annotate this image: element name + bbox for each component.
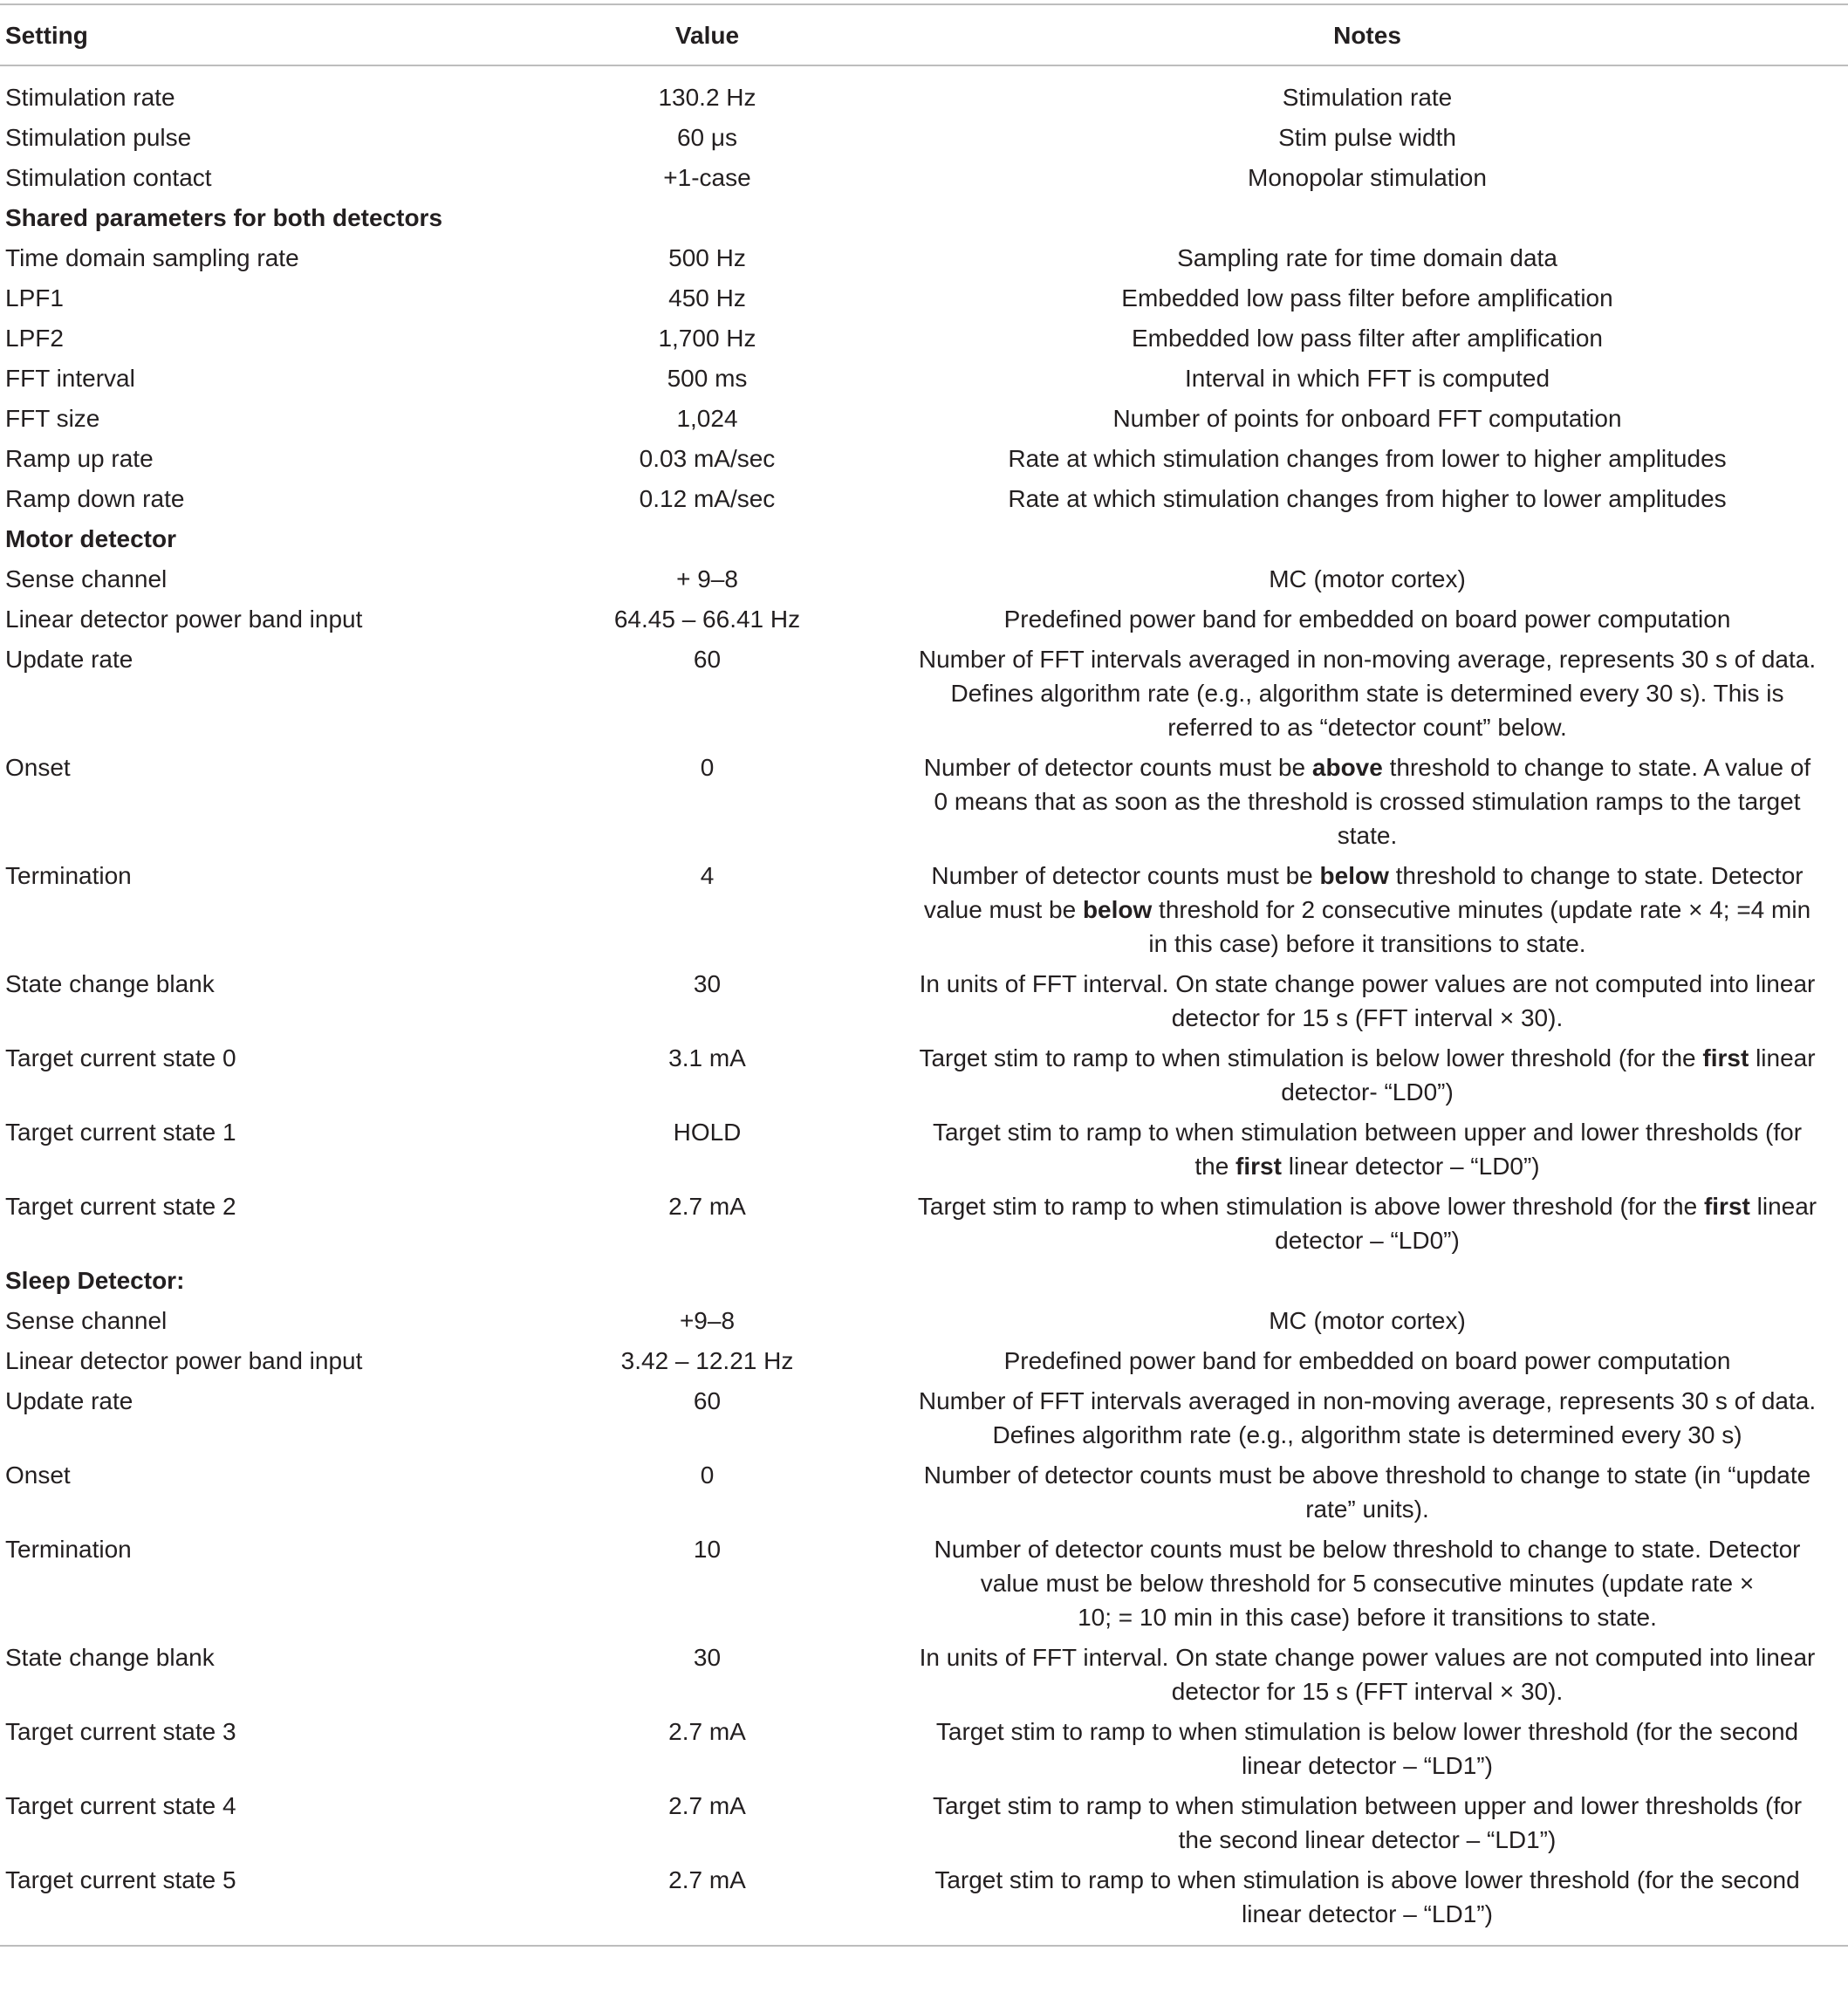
value-cell: 60 — [693, 1387, 722, 1414]
value-cell: 1,700 Hz — [658, 325, 756, 352]
settings-table — [0, 3, 1848, 1947]
table-row — [0, 639, 1848, 747]
notes-cell: In units of FFT interval. On state change power values are not computed into linear detector for 15 s (FFT interval × 30). — [919, 1644, 1816, 1705]
setting-cell: Onset — [5, 754, 71, 781]
notes-cell: Target stim to ramp to when stimulation between upper and lower thresholds (for the first linear detector – “LD0”) — [932, 1119, 1803, 1180]
emphasis-text: first — [1702, 1044, 1749, 1071]
value-cell: 0 — [700, 754, 715, 781]
notes-cell: Rate at which stimulation changes from lower to higher amplitudes — [1008, 445, 1727, 472]
value-cell: +9–8 — [679, 1307, 736, 1334]
table-row — [0, 1300, 1848, 1340]
notes-cell: Stim pulse width — [1278, 124, 1456, 151]
value-cell: 4 — [700, 862, 715, 889]
notes-cell: Stimulation rate — [1282, 84, 1453, 111]
value-cell: +1-case — [663, 164, 751, 191]
value-cell: 2.7 mA — [528, 1859, 886, 1946]
notes-cell: Embedded low pass filter after amplification — [1131, 325, 1604, 352]
table-row — [0, 963, 1848, 1037]
value-cell: 2.7 mA — [668, 1792, 746, 1819]
column-header-value: Value — [528, 4, 886, 65]
setting-cell: Stimulation pulse — [5, 124, 192, 151]
table-row — [0, 1380, 1848, 1455]
column-header-notes: Notes — [886, 4, 1848, 65]
setting-cell: Stimulation contact — [5, 164, 212, 191]
setting-cell: Linear detector power band input — [5, 606, 363, 633]
section-header-row — [0, 518, 1848, 558]
table-row — [0, 599, 1848, 639]
notes-cell: Number of points for onboard FFT computation — [1112, 405, 1622, 432]
notes-cell: Monopolar stimulation — [1248, 164, 1487, 191]
value-cell: 2.7 mA — [668, 1718, 746, 1745]
table-row — [0, 1785, 1848, 1859]
table-row — [0, 438, 1848, 478]
notes-cell: Number of detector counts must be below threshold to change to state. Detector value must be below threshold for 2 consecutive minutes (update rate × 4; =4 min in this case) before it transitions to state. — [923, 862, 1811, 957]
value-cell: 60 — [693, 646, 722, 673]
value-cell: 60 μs — [676, 124, 738, 151]
table-row — [0, 117, 1848, 157]
value-cell: 10 — [693, 1536, 722, 1563]
value-cell: HOLD — [673, 1119, 742, 1146]
table-row — [0, 1186, 1848, 1260]
table-row — [0, 157, 1848, 197]
value-cell: 3.1 mA — [668, 1044, 746, 1071]
header-row — [0, 4, 1848, 65]
notes-cell: Sampling rate for time domain data — [1177, 244, 1557, 271]
value-cell: 30 — [693, 970, 722, 997]
table-row — [0, 1859, 1848, 1946]
setting-cell: Target current state 5 — [0, 1859, 528, 1946]
table-row — [0, 237, 1848, 277]
emphasis-text: below — [1082, 896, 1153, 923]
value-cell: 130.2 Hz — [658, 84, 756, 111]
value-cell: 0 — [700, 1461, 715, 1489]
notes-cell: Number of FFT intervals averaged in non-moving average, represents 30 s of data. Defines algorithm rate (e.g., algorithm state is determined every 30 s). This is referred to as “detector count” below. — [918, 646, 1817, 741]
setting-cell: LPF2 — [5, 325, 64, 352]
setting-cell: Onset — [5, 1461, 71, 1489]
table-row — [0, 1529, 1848, 1637]
table-header — [0, 4, 1848, 65]
notes-cell: Target stim to ramp to when stimulation is above lower threshold (for the first linear detector – “LD0”) — [917, 1193, 1817, 1254]
table-row — [0, 1112, 1848, 1186]
value-cell: 500 ms — [667, 365, 748, 392]
notes-cell: MC (motor cortex) — [1269, 565, 1466, 592]
table-row — [0, 1455, 1848, 1529]
setting-cell: Termination — [5, 862, 132, 889]
section-heading: Motor detector — [5, 525, 176, 552]
table-row — [0, 1637, 1848, 1711]
notes-cell: Number of detector counts must be above threshold to change to state (in “update rate” units). — [923, 1461, 1811, 1523]
notes-cell: Interval in which FFT is computed — [1184, 365, 1550, 392]
setting-cell: State change blank — [5, 1644, 215, 1671]
setting-cell: Time domain sampling rate — [5, 244, 299, 271]
table-row — [0, 1711, 1848, 1785]
emphasis-text: first — [1235, 1153, 1282, 1180]
value-cell: + 9–8 — [676, 565, 738, 592]
section-header-row — [0, 197, 1848, 237]
value-cell: 0.03 mA/sec — [639, 445, 776, 472]
value-cell: 500 Hz — [668, 244, 746, 271]
setting-cell: Linear detector power band input — [5, 1347, 363, 1374]
value-cell: 30 — [693, 1644, 722, 1671]
notes-cell: In units of FFT interval. On state change power values are not computed into linear detector for 15 s (FFT interval × 30). — [919, 970, 1816, 1031]
notes-cell: Target stim to ramp to when stimulation is above lower threshold (for the second linear detector – “LD1”) — [886, 1859, 1848, 1946]
table-row — [0, 277, 1848, 318]
emphasis-text: below — [1319, 862, 1389, 889]
setting-cell: Sense channel — [5, 565, 168, 592]
setting-cell: Target current state 3 — [5, 1718, 236, 1745]
setting-cell: Sense channel — [5, 1307, 168, 1334]
emphasis-text: above — [1311, 754, 1383, 781]
notes-cell: MC (motor cortex) — [1269, 1307, 1466, 1334]
table-row — [0, 318, 1848, 358]
notes-cell: Number of FFT intervals averaged in non-moving average, represents 30 s of data. Defines algorithm rate (e.g., algorithm state is determined every 30 s) — [918, 1387, 1817, 1448]
notes-cell: Predefined power band for embedded on board power computation — [1003, 606, 1731, 633]
section-heading: Sleep Detector: — [5, 1267, 185, 1294]
notes-cell: Number of detector counts must be above threshold to change to state. A value of 0 means that as soon as the threshold is crossed stimulation ramps to the target state. — [923, 754, 1811, 849]
value-cell: 3.42 – 12.21 Hz — [620, 1347, 794, 1374]
setting-cell: Ramp down rate — [5, 485, 185, 512]
section-heading: Shared parameters for both detectors — [5, 204, 443, 231]
setting-cell: Termination — [5, 1536, 132, 1563]
setting-cell: Ramp up rate — [5, 445, 154, 472]
setting-cell: Target current state 1 — [5, 1119, 236, 1146]
setting-cell: Target current state 4 — [5, 1792, 236, 1819]
value-cell: 450 Hz — [668, 284, 746, 311]
notes-cell: Rate at which stimulation changes from higher to lower amplitudes — [1008, 485, 1727, 512]
setting-cell: Stimulation rate — [5, 84, 175, 111]
value-cell: 2.7 mA — [668, 1193, 746, 1220]
notes-cell: Predefined power band for embedded on board power computation — [1003, 1347, 1731, 1374]
notes-cell: Target stim to ramp to when stimulation is below lower threshold (for the first linear detector- “LD0”) — [919, 1044, 1816, 1106]
table-row — [0, 1037, 1848, 1112]
table-body — [0, 65, 1848, 1946]
setting-cell: FFT size — [5, 405, 100, 432]
table-row — [0, 65, 1848, 117]
setting-cell: Target current state 0 — [5, 1044, 236, 1071]
setting-cell: State change blank — [5, 970, 215, 997]
setting-cell: Target current state 2 — [5, 1193, 236, 1220]
section-header-row — [0, 1260, 1848, 1300]
table-row — [0, 558, 1848, 599]
setting-cell: Update rate — [5, 646, 133, 673]
notes-cell: Number of detector counts must be below threshold to change to state. Detector value must be below threshold for 5 consecutive minutes (update rate × 10; = 10 min in this case) before it transitions to state. — [934, 1536, 1801, 1631]
emphasis-text: first — [1703, 1193, 1750, 1220]
table-row — [0, 358, 1848, 398]
value-cell: 1,024 — [676, 405, 738, 432]
table-row — [0, 1340, 1848, 1380]
setting-cell: Update rate — [5, 1387, 133, 1414]
setting-cell: FFT interval — [5, 365, 135, 392]
value-cell: 64.45 – 66.41 Hz — [613, 606, 801, 633]
column-header-setting: Setting — [0, 4, 528, 65]
table-row — [0, 398, 1848, 438]
notes-cell: Target stim to ramp to when stimulation between upper and lower thresholds (for the second linear detector – “LD1”) — [932, 1792, 1803, 1853]
notes-cell: Target stim to ramp to when stimulation is below lower threshold (for the second linear detector – “LD1”) — [935, 1718, 1799, 1779]
notes-cell: Embedded low pass filter before amplification — [1121, 284, 1613, 311]
table-row — [0, 747, 1848, 855]
setting-cell: LPF1 — [5, 284, 64, 311]
table-row — [0, 855, 1848, 963]
value-cell: 0.12 mA/sec — [639, 485, 776, 512]
table-row — [0, 478, 1848, 518]
